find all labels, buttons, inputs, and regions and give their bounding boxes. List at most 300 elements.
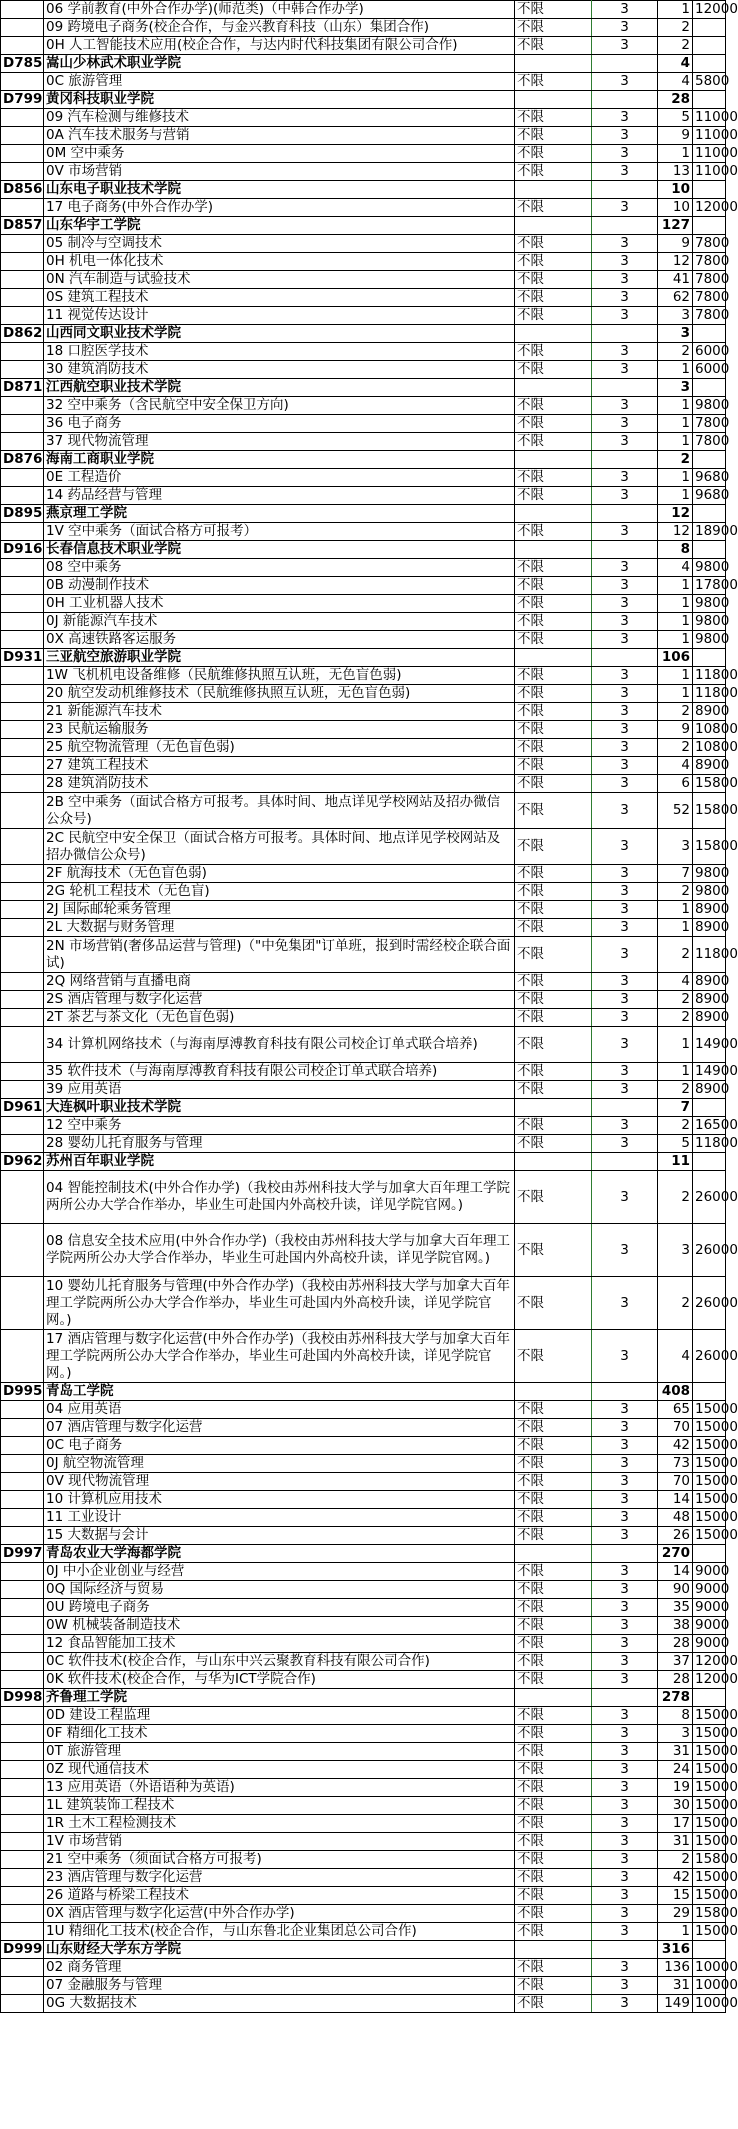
major-row	[1, 1635, 726, 1653]
major-name-cell: 20 航空发动机维修技术（民航维修执照互认班，无色盲色弱)	[44, 685, 515, 703]
study-years-cell: 3	[592, 1617, 658, 1635]
subject-limit-cell: 不限	[515, 775, 592, 793]
major-name-cell: 0H 人工智能技术应用(校企合作，与达内时代科技集团有限公司合作)	[44, 37, 515, 55]
code-cell	[1, 163, 44, 181]
tuition-fee-cell: 15800	[693, 775, 726, 793]
school-header-row	[1, 91, 726, 109]
subject-limit-cell	[515, 541, 592, 559]
tuition-fee-cell	[693, 379, 726, 397]
code-cell	[1, 19, 44, 37]
study-years-cell	[592, 379, 658, 397]
plan-count-cell: 1	[658, 631, 693, 649]
major-row	[1, 271, 726, 289]
subject-limit-cell: 不限	[515, 361, 592, 379]
major-row	[1, 1797, 726, 1815]
tuition-fee-cell	[693, 1941, 726, 1959]
plan-count-cell: 31	[658, 1743, 693, 1761]
tuition-fee-cell	[693, 1689, 726, 1707]
subject-limit-cell: 不限	[515, 1797, 592, 1815]
code-cell	[1, 1063, 44, 1081]
code-cell	[1, 1959, 44, 1977]
major-name-cell: 07 金融服务与管理	[44, 1977, 515, 1995]
subject-limit-cell: 不限	[515, 1905, 592, 1923]
plan-count-cell: 2	[658, 1851, 693, 1869]
plan-count-cell: 5	[658, 109, 693, 127]
subject-limit-cell: 不限	[515, 1277, 592, 1330]
tuition-fee-cell: 12000	[693, 1, 726, 19]
subject-limit-cell: 不限	[515, 793, 592, 829]
major-row	[1, 1330, 726, 1383]
major-name-cell: 36 电子商务	[44, 415, 515, 433]
study-years-cell: 3	[592, 109, 658, 127]
subject-limit-cell: 不限	[515, 685, 592, 703]
tuition-fee-cell: 15000	[693, 1869, 726, 1887]
code-cell	[1, 1455, 44, 1473]
subject-limit-cell	[515, 91, 592, 109]
school-code-cell: D999	[1, 1941, 44, 1959]
subject-limit-cell: 不限	[515, 127, 592, 145]
subject-limit-cell: 不限	[515, 1009, 592, 1027]
study-years-cell: 3	[592, 145, 658, 163]
plan-count-cell: 1	[658, 415, 693, 433]
tuition-fee-cell: 8900	[693, 703, 726, 721]
major-row	[1, 1401, 726, 1419]
tuition-fee-cell: 9800	[693, 397, 726, 415]
plan-count-cell: 2	[658, 1081, 693, 1099]
school-name-cell: 长春信息技术职业学院	[44, 541, 515, 559]
major-row	[1, 1455, 726, 1473]
code-cell	[1, 1851, 44, 1869]
tuition-fee-cell: 9800	[693, 631, 726, 649]
major-row	[1, 1959, 726, 1977]
school-plan-count-cell: 8	[658, 541, 693, 559]
subject-limit-cell: 不限	[515, 1923, 592, 1941]
tuition-fee-cell: 8900	[693, 757, 726, 775]
code-cell	[1, 631, 44, 649]
subject-limit-cell: 不限	[515, 1635, 592, 1653]
tuition-fee-cell: 10800	[693, 739, 726, 757]
major-row	[1, 937, 726, 973]
study-years-cell: 3	[592, 1563, 658, 1581]
subject-limit-cell: 不限	[515, 1224, 592, 1277]
subject-limit-cell: 不限	[515, 937, 592, 973]
study-years-cell: 3	[592, 1653, 658, 1671]
study-years-cell: 3	[592, 1491, 658, 1509]
plan-count-cell: 1	[658, 613, 693, 631]
subject-limit-cell: 不限	[515, 1027, 592, 1063]
major-row	[1, 1509, 726, 1527]
study-years-cell: 3	[592, 631, 658, 649]
major-name-cell: 14 药品经营与管理	[44, 487, 515, 505]
major-row	[1, 793, 726, 829]
plan-count-cell: 1	[658, 397, 693, 415]
study-years-cell: 3	[592, 1599, 658, 1617]
code-cell	[1, 1887, 44, 1905]
code-cell	[1, 1081, 44, 1099]
major-row	[1, 739, 726, 757]
major-row	[1, 1851, 726, 1869]
code-cell	[1, 1491, 44, 1509]
major-name-cell: 05 制冷与空调技术	[44, 235, 515, 253]
major-name-cell: 28 婴幼儿托育服务与管理	[44, 1135, 515, 1153]
subject-limit-cell	[515, 1941, 592, 1959]
study-years-cell: 3	[592, 37, 658, 55]
code-cell	[1, 991, 44, 1009]
major-name-cell: 1U 精细化工技术(校企合作，与山东鲁北企业集团总公司合作)	[44, 1923, 515, 1941]
code-cell	[1, 397, 44, 415]
major-name-cell: 26 道路与桥梁工程技术	[44, 1887, 515, 1905]
plan-count-cell: 6	[658, 775, 693, 793]
study-years-cell: 3	[592, 1401, 658, 1419]
subject-limit-cell: 不限	[515, 559, 592, 577]
major-name-cell: 0A 汽车技术服务与营销	[44, 127, 515, 145]
plan-count-cell: 90	[658, 1581, 693, 1599]
tuition-fee-cell: 8900	[693, 1009, 726, 1027]
subject-limit-cell: 不限	[515, 1833, 592, 1851]
major-row	[1, 1671, 726, 1689]
code-cell	[1, 415, 44, 433]
tuition-fee-cell: 9800	[693, 559, 726, 577]
subject-limit-cell: 不限	[515, 1330, 592, 1383]
major-row	[1, 775, 726, 793]
major-row	[1, 1905, 726, 1923]
tuition-fee-cell: 9800	[693, 595, 726, 613]
code-cell	[1, 1437, 44, 1455]
tuition-fee-cell: 7800	[693, 307, 726, 325]
tuition-fee-cell: 15000	[693, 1923, 726, 1941]
school-header-row	[1, 217, 726, 235]
plan-count-cell: 1	[658, 145, 693, 163]
code-cell	[1, 145, 44, 163]
plan-count-cell: 2	[658, 1009, 693, 1027]
study-years-cell: 3	[592, 739, 658, 757]
major-row	[1, 1977, 726, 1995]
tuition-fee-cell	[693, 1383, 726, 1401]
subject-limit-cell: 不限	[515, 1725, 592, 1743]
plan-count-cell: 4	[658, 973, 693, 991]
major-name-cell: 08 信息安全技术应用(中外合作办学)（我校由苏州科技大学与加拿大百年理工学院两所公办大学合作举办，毕业生可赴国内外高校升读，详见学院官网。)	[44, 1224, 515, 1277]
study-years-cell	[592, 1545, 658, 1563]
study-years-cell	[592, 217, 658, 235]
subject-limit-cell: 不限	[515, 1707, 592, 1725]
subject-limit-cell: 不限	[515, 253, 592, 271]
major-row	[1, 1581, 726, 1599]
code-cell	[1, 865, 44, 883]
school-plan-count-cell: 408	[658, 1383, 693, 1401]
tuition-fee-cell	[693, 55, 726, 73]
plan-count-cell: 1	[658, 901, 693, 919]
code-cell	[1, 1419, 44, 1437]
tuition-fee-cell: 15000	[693, 1797, 726, 1815]
study-years-cell: 3	[592, 1135, 658, 1153]
subject-limit-cell	[515, 451, 592, 469]
school-name-cell: 三亚航空旅游职业学院	[44, 649, 515, 667]
major-name-cell: 34 计算机网络技术（与海南厚溥教育科技有限公司校企订单式联合培养)	[44, 1027, 515, 1063]
subject-limit-cell	[515, 55, 592, 73]
plan-count-cell: 31	[658, 1833, 693, 1851]
major-row	[1, 1063, 726, 1081]
major-name-cell: 0T 旅游管理	[44, 1743, 515, 1761]
study-years-cell: 3	[592, 613, 658, 631]
tuition-fee-cell: 7800	[693, 415, 726, 433]
study-years-cell: 3	[592, 595, 658, 613]
tuition-fee-cell: 9800	[693, 883, 726, 901]
code-cell	[1, 577, 44, 595]
tuition-fee-cell: 7800	[693, 433, 726, 451]
subject-limit-cell: 不限	[515, 1401, 592, 1419]
tuition-fee-cell: 6000	[693, 361, 726, 379]
major-row	[1, 1743, 726, 1761]
major-row	[1, 595, 726, 613]
major-name-cell: 0C 软件技术(校企合作，与山东中兴云聚教育科技有限公司合作)	[44, 1653, 515, 1671]
subject-limit-cell	[515, 325, 592, 343]
major-row	[1, 1563, 726, 1581]
major-row	[1, 1599, 726, 1617]
study-years-cell: 3	[592, 127, 658, 145]
study-years-cell: 3	[592, 415, 658, 433]
plan-count-cell: 41	[658, 271, 693, 289]
study-years-cell: 3	[592, 1027, 658, 1063]
tuition-fee-cell: 5800	[693, 73, 726, 91]
major-name-cell: 21 新能源汽车技术	[44, 703, 515, 721]
tuition-fee-cell: 7800	[693, 289, 726, 307]
tuition-fee-cell: 8900	[693, 991, 726, 1009]
tuition-fee-cell: 15800	[693, 793, 726, 829]
school-name-cell: 山东华宇工学院	[44, 217, 515, 235]
tuition-fee-cell: 7800	[693, 235, 726, 253]
study-years-cell: 3	[592, 1869, 658, 1887]
code-cell	[1, 307, 44, 325]
study-years-cell	[592, 1689, 658, 1707]
major-name-cell: 0E 工程造价	[44, 469, 515, 487]
study-years-cell: 3	[592, 937, 658, 973]
tuition-fee-cell: 9000	[693, 1635, 726, 1653]
major-name-cell: 23 酒店管理与数字化运营	[44, 1869, 515, 1887]
school-name-cell: 青岛农业大学海都学院	[44, 1545, 515, 1563]
plan-count-cell: 29	[658, 1905, 693, 1923]
study-years-cell: 3	[592, 1081, 658, 1099]
plan-count-cell: 9	[658, 235, 693, 253]
major-row	[1, 19, 726, 37]
plan-count-cell: 1	[658, 1027, 693, 1063]
school-header-row	[1, 541, 726, 559]
school-code-cell: D857	[1, 217, 44, 235]
subject-limit-cell: 不限	[515, 631, 592, 649]
subject-limit-cell: 不限	[515, 415, 592, 433]
code-cell	[1, 37, 44, 55]
plan-count-cell: 26	[658, 1527, 693, 1545]
major-name-cell: 1L 建筑装饰工程技术	[44, 1797, 515, 1815]
study-years-cell: 3	[592, 1995, 658, 2013]
major-name-cell: 1R 土木工程检测技术	[44, 1815, 515, 1833]
study-years-cell: 3	[592, 991, 658, 1009]
subject-limit-cell: 不限	[515, 1473, 592, 1491]
subject-limit-cell: 不限	[515, 1081, 592, 1099]
plan-count-cell: 13	[658, 163, 693, 181]
school-plan-count-cell: 316	[658, 1941, 693, 1959]
major-row	[1, 667, 726, 685]
major-row	[1, 757, 726, 775]
study-years-cell	[592, 55, 658, 73]
tuition-fee-cell	[693, 451, 726, 469]
major-row	[1, 253, 726, 271]
study-years-cell: 3	[592, 721, 658, 739]
major-name-cell: 0D 建设工程监理	[44, 1707, 515, 1725]
study-years-cell: 3	[592, 1473, 658, 1491]
study-years-cell: 3	[592, 919, 658, 937]
study-years-cell	[592, 541, 658, 559]
code-cell	[1, 1171, 44, 1224]
major-row	[1, 1815, 726, 1833]
major-row	[1, 73, 726, 91]
tuition-fee-cell	[693, 91, 726, 109]
code-cell	[1, 1509, 44, 1527]
code-cell	[1, 487, 44, 505]
subject-limit-cell: 不限	[515, 1455, 592, 1473]
code-cell	[1, 1527, 44, 1545]
school-plan-count-cell: 270	[658, 1545, 693, 1563]
subject-limit-cell: 不限	[515, 703, 592, 721]
major-row	[1, 829, 726, 865]
code-cell	[1, 253, 44, 271]
subject-limit-cell: 不限	[515, 721, 592, 739]
major-name-cell: 11 工业设计	[44, 1509, 515, 1527]
subject-limit-cell: 不限	[515, 991, 592, 1009]
code-cell	[1, 1833, 44, 1851]
plan-count-cell: 2	[658, 37, 693, 55]
major-row	[1, 1171, 726, 1224]
school-plan-count-cell: 4	[658, 55, 693, 73]
major-row	[1, 523, 726, 541]
plan-count-cell: 1	[658, 685, 693, 703]
subject-limit-cell: 不限	[515, 343, 592, 361]
subject-limit-cell: 不限	[515, 1761, 592, 1779]
tuition-fee-cell: 15000	[693, 1761, 726, 1779]
code-cell	[1, 1797, 44, 1815]
subject-limit-cell: 不限	[515, 1851, 592, 1869]
major-name-cell: 2G 轮机工程技术（无色盲)	[44, 883, 515, 901]
code-cell	[1, 1581, 44, 1599]
code-cell	[1, 1330, 44, 1383]
tuition-fee-cell	[693, 541, 726, 559]
school-header-row	[1, 649, 726, 667]
major-row	[1, 1437, 726, 1455]
major-row	[1, 433, 726, 451]
study-years-cell: 3	[592, 703, 658, 721]
study-years-cell: 3	[592, 1635, 658, 1653]
major-row	[1, 703, 726, 721]
plan-count-cell: 2	[658, 703, 693, 721]
tuition-fee-cell: 11800	[693, 1135, 726, 1153]
study-years-cell: 3	[592, 289, 658, 307]
study-years-cell: 3	[592, 307, 658, 325]
major-row	[1, 1135, 726, 1153]
major-row	[1, 1725, 726, 1743]
subject-limit-cell: 不限	[515, 973, 592, 991]
code-cell	[1, 271, 44, 289]
plan-count-cell: 8	[658, 1707, 693, 1725]
major-name-cell: 0S 建筑工程技术	[44, 289, 515, 307]
tuition-fee-cell: 15000	[693, 1491, 726, 1509]
plan-count-cell: 2	[658, 19, 693, 37]
study-years-cell: 3	[592, 1419, 658, 1437]
study-years-cell: 3	[592, 667, 658, 685]
major-name-cell: 21 空中乘务（须面试合格方可报考)	[44, 1851, 515, 1869]
subject-limit-cell: 不限	[515, 1491, 592, 1509]
major-row	[1, 343, 726, 361]
plan-count-cell: 2	[658, 1277, 693, 1330]
plan-count-cell: 19	[658, 1779, 693, 1797]
major-row	[1, 1, 726, 19]
plan-count-cell: 7	[658, 865, 693, 883]
subject-limit-cell: 不限	[515, 1599, 592, 1617]
subject-limit-cell: 不限	[515, 577, 592, 595]
major-name-cell: 0J 中小企业创业与经营	[44, 1563, 515, 1581]
subject-limit-cell: 不限	[515, 1671, 592, 1689]
subject-limit-cell: 不限	[515, 433, 592, 451]
tuition-fee-cell: 11000	[693, 145, 726, 163]
code-cell	[1, 1923, 44, 1941]
major-name-cell: 1V 市场营销	[44, 1833, 515, 1851]
major-name-cell: 27 建筑工程技术	[44, 757, 515, 775]
major-row	[1, 289, 726, 307]
tuition-fee-cell: 15800	[693, 829, 726, 865]
tuition-fee-cell: 15000	[693, 1473, 726, 1491]
subject-limit-cell: 不限	[515, 19, 592, 37]
code-cell	[1, 235, 44, 253]
school-plan-count-cell: 12	[658, 505, 693, 523]
major-name-cell: 0C 旅游管理	[44, 73, 515, 91]
study-years-cell: 3	[592, 1527, 658, 1545]
code-cell	[1, 433, 44, 451]
major-name-cell: 10 计算机应用技术	[44, 1491, 515, 1509]
plan-count-cell: 2	[658, 1117, 693, 1135]
code-cell	[1, 1653, 44, 1671]
school-code-cell: D785	[1, 55, 44, 73]
tuition-fee-cell: 15000	[693, 1743, 726, 1761]
school-code-cell: D931	[1, 649, 44, 667]
code-cell	[1, 109, 44, 127]
study-years-cell	[592, 181, 658, 199]
school-code-cell: D799	[1, 91, 44, 109]
study-years-cell: 3	[592, 757, 658, 775]
major-name-cell: 18 口腔医学技术	[44, 343, 515, 361]
plan-count-cell: 4	[658, 757, 693, 775]
major-row	[1, 1707, 726, 1725]
code-cell	[1, 199, 44, 217]
major-row	[1, 145, 726, 163]
tuition-fee-cell: 26000	[693, 1277, 726, 1330]
major-name-cell: 04 智能控制技术(中外合作办学)（我校由苏州科技大学与加拿大百年理工学院两所公办大学合作举办，毕业生可赴国内外高校升读，详见学院官网。)	[44, 1171, 515, 1224]
major-name-cell: 25 航空物流管理（无色盲色弱)	[44, 739, 515, 757]
study-years-cell: 3	[592, 163, 658, 181]
major-name-cell: 2C 民航空中安全保卫（面试合格方可报考。具体时间、地点详见学校网站及招办微信公众号)	[44, 829, 515, 865]
subject-limit-cell: 不限	[515, 1135, 592, 1153]
tuition-fee-cell: 11800	[693, 685, 726, 703]
school-plan-count-cell: 2	[658, 451, 693, 469]
study-years-cell	[592, 1383, 658, 1401]
major-row	[1, 1869, 726, 1887]
major-row	[1, 1224, 726, 1277]
school-plan-count-cell: 10	[658, 181, 693, 199]
major-row	[1, 1995, 726, 2013]
major-row	[1, 127, 726, 145]
major-name-cell: 30 建筑消防技术	[44, 361, 515, 379]
major-name-cell: 12 食品智能加工技术	[44, 1635, 515, 1653]
subject-limit-cell: 不限	[515, 613, 592, 631]
major-row	[1, 163, 726, 181]
study-years-cell: 3	[592, 1851, 658, 1869]
